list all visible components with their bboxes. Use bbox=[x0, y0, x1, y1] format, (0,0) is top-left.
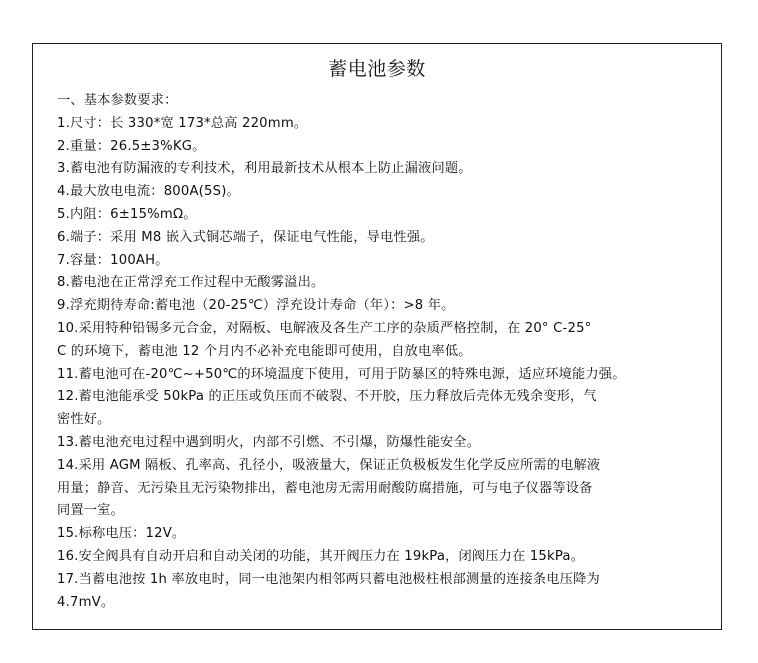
parameter-line: 9.浮充期待寿命:蓄电池（20-25℃）浮充设计寿命（年）：>8 年。 bbox=[57, 298, 455, 314]
document-title: 蓄电池参数 bbox=[328, 58, 426, 80]
parameter-line: 密性好。 bbox=[57, 412, 111, 428]
parameter-line: 4.最大放电电流：800A(5S)。 bbox=[57, 184, 240, 200]
parameter-line: 6.端子：采用 M8 嵌入式铜芯端子，保证电气性能，导电性强。 bbox=[57, 229, 434, 245]
parameter-line: 2.重量：26.5±3%KG。 bbox=[57, 138, 206, 154]
parameter-line: 14.采用 AGM 隔板、孔率高、孔径小，吸液量大，保证正负极板发生化学反应所需的电解液 bbox=[57, 457, 601, 473]
parameter-line: 4.7mV。 bbox=[57, 594, 115, 610]
parameter-line: 3.蓄电池有防漏液的专利技术，利用最新技术从根本上防止漏液问题。 bbox=[57, 161, 472, 177]
parameter-line: 11.蓄电池可在-20℃~+50℃的环境温度下使用，可用于防暴区的特殊电源，适应环境能力强。 bbox=[57, 366, 626, 382]
section-heading: 一、基本参数要求： bbox=[57, 93, 178, 108]
parameter-line: 13.蓄电池充电过程中遇到明火，内部不引燃、不引爆，防爆性能安全。 bbox=[57, 434, 481, 450]
parameter-line: 用量；静音、无污染且无污染物排出，蓄电池房无需用耐酸防腐措施，可与电子仪器等设备 bbox=[57, 480, 593, 496]
parameter-line: 同置一室。 bbox=[57, 503, 124, 519]
parameter-line: 17.当蓄电池按 1h 率放电时，同一电池架内相邻两只蓄电池极柱根部测量的连接条电压降为 bbox=[57, 571, 600, 587]
parameter-line: 10.采用特种铅锡多元合金，对隔板、电解液及各生产工序的杂质严格控制，在 20° C-25° bbox=[57, 320, 592, 336]
parameter-line: 15.标称电压：12V。 bbox=[57, 526, 186, 542]
document-frame bbox=[32, 43, 722, 630]
parameter-list bbox=[57, 90, 707, 614]
parameter-line: 1.尺寸：长 330*宽 173*总高 220mm。 bbox=[57, 115, 308, 131]
parameter-line: 5.内阻：6±15%mΩ。 bbox=[57, 206, 197, 222]
parameter-line: C 的环境下，蓄电池 12 个月内不必补充电能即可使用，自放电率低。 bbox=[57, 343, 472, 359]
parameter-line: 7.容量：100AH。 bbox=[57, 252, 169, 268]
parameter-line: 8.蓄电池在正常浮充工作过程中无酸雾溢出。 bbox=[57, 275, 325, 291]
parameter-line: 16.安全阀具有自动开启和自动关闭的功能，其开阀压力在 19kPa，闭阀压力在 15kPa。 bbox=[57, 548, 585, 564]
parameter-line: 12.蓄电池能承受 50kPa 的正压或负压而不破裂、不开胶，压力释放后壳体无残余变形，气 bbox=[57, 389, 597, 405]
